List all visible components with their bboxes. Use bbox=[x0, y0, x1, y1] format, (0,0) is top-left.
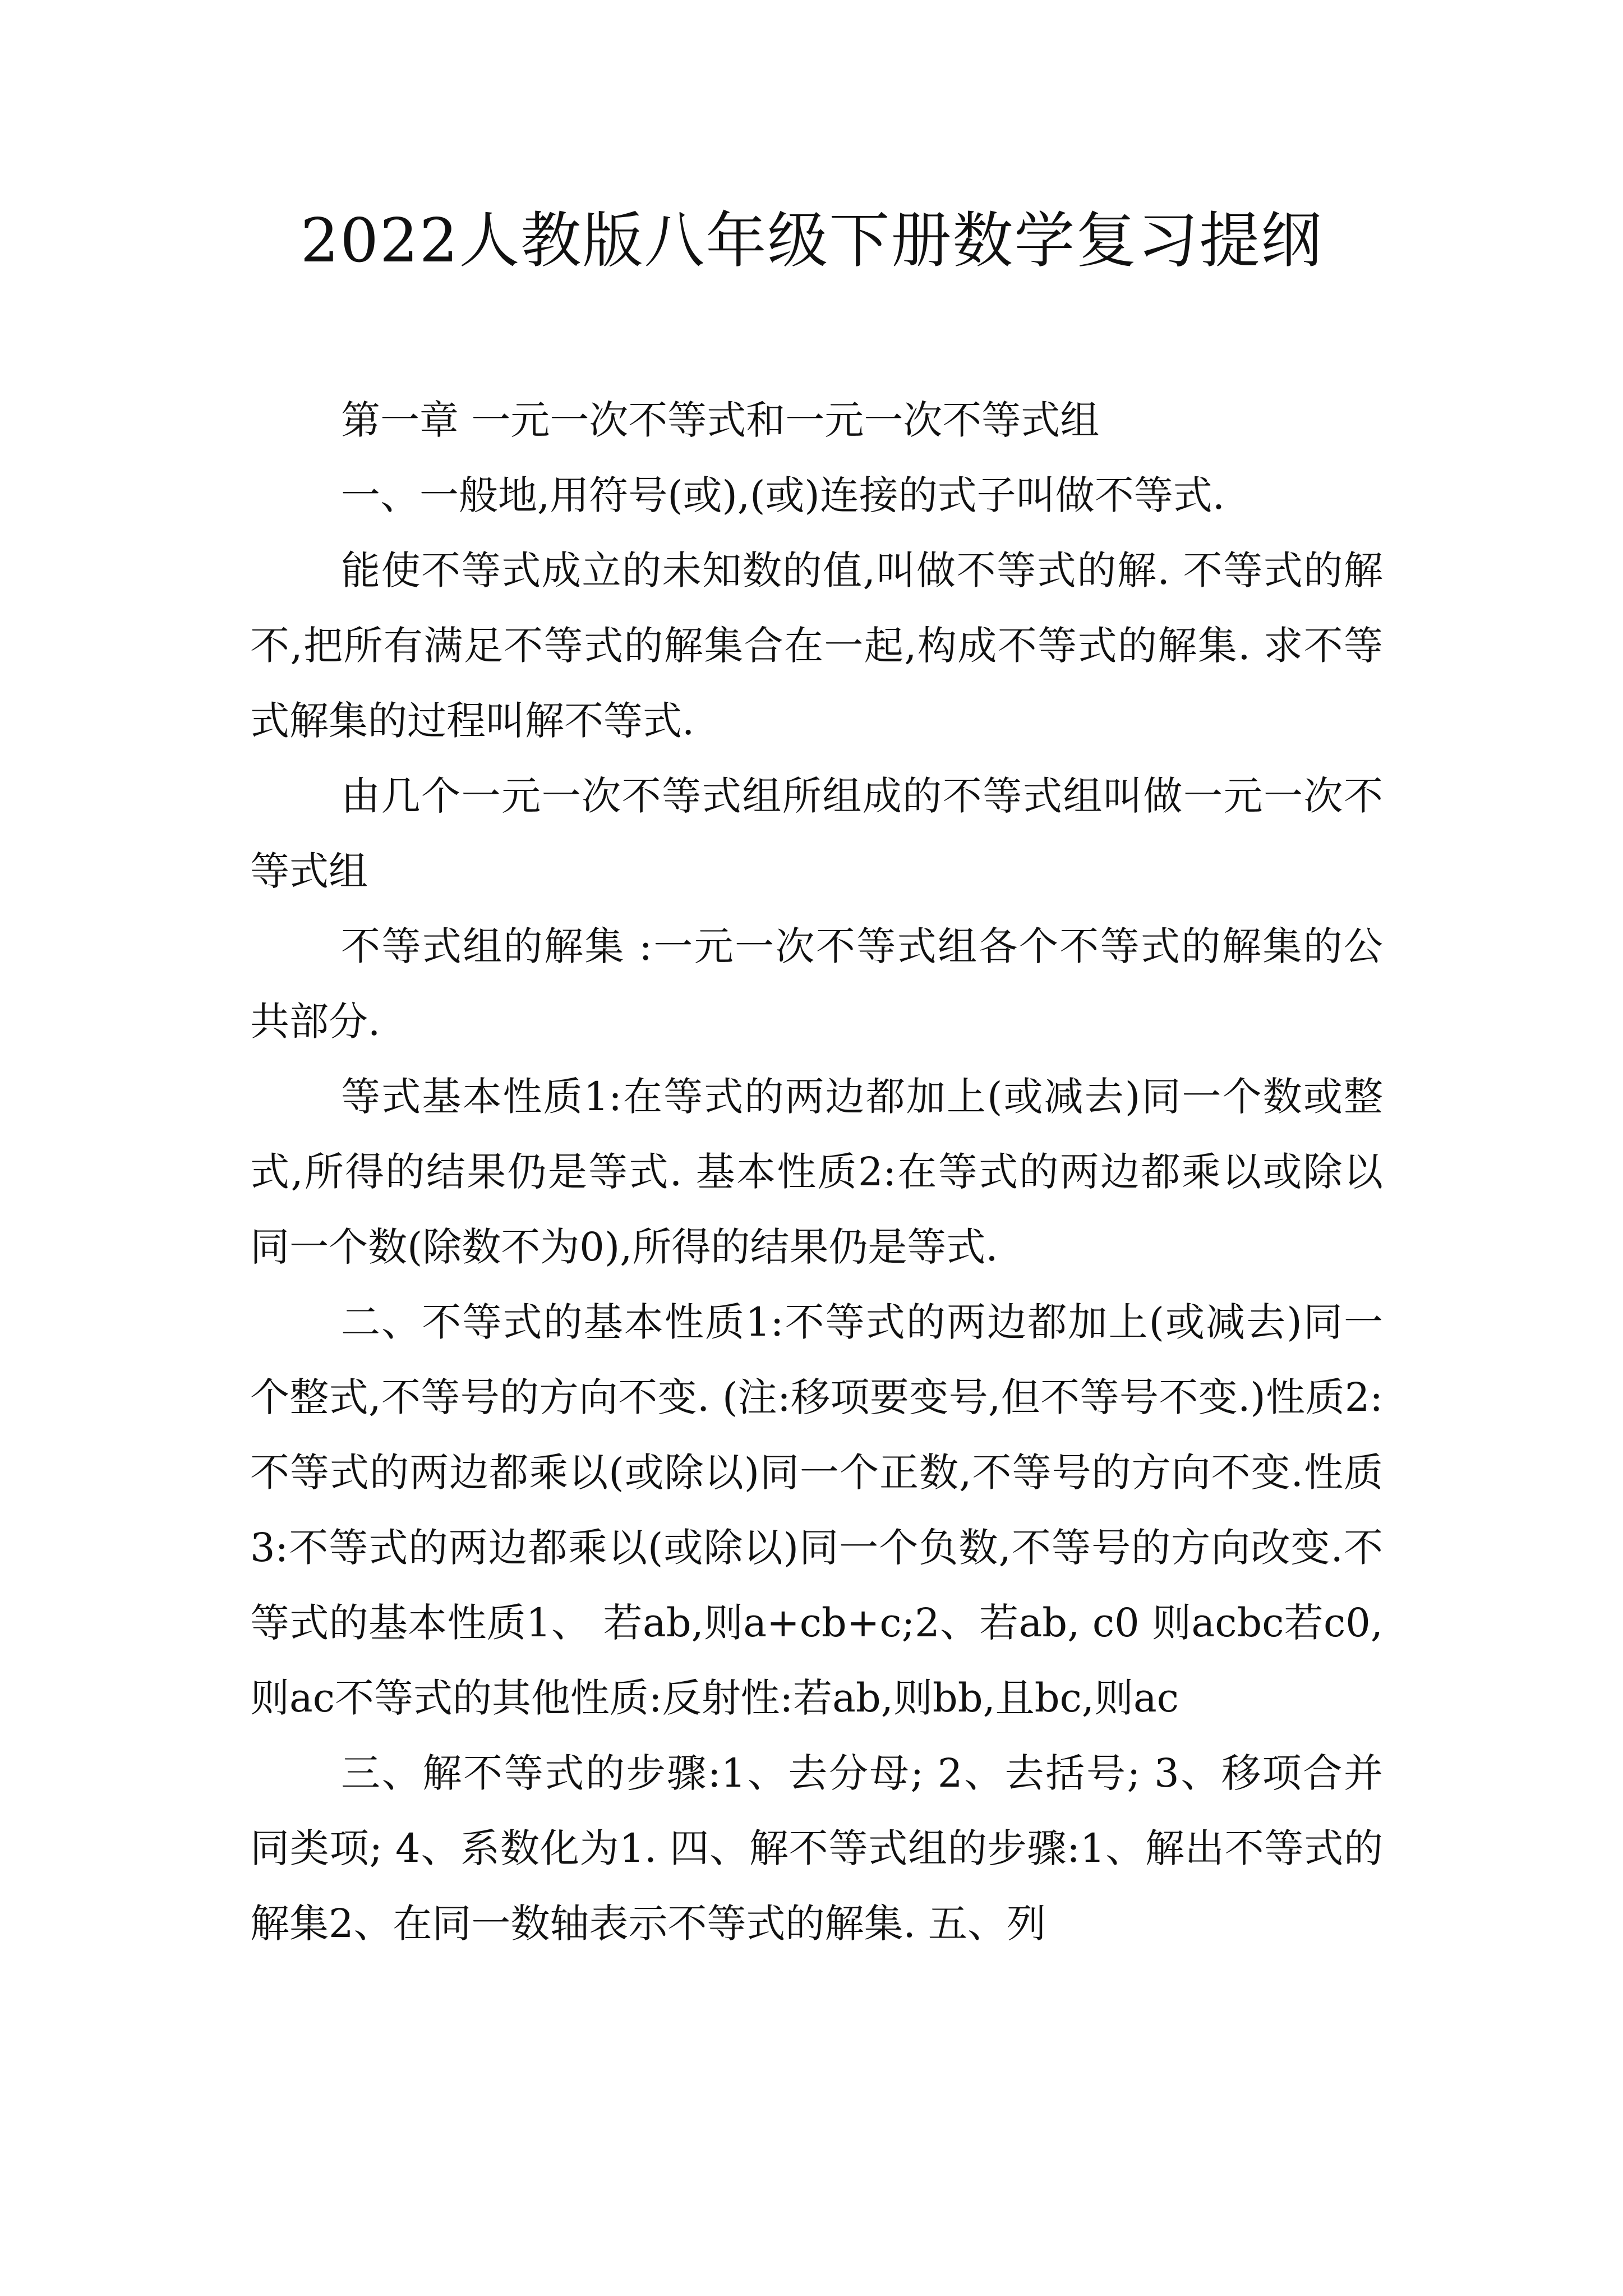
chapter-heading: 第一章 一元一次不等式和一元一次不等式组 bbox=[341, 397, 1100, 443]
paragraph-inequality-properties: 二、不等式的基本性质1:不等式的两边都加上(或减去)同一个整式,不等号的方向不变. (注:移项要变号,但不等号不变.)性质2:不等式的两边都乘以(或除以)同一个正数,不等号的方向不变.性质3:不等式的两边都乘以(或除以)同一个负数,不等号的方向改变.不等式的基本性质1、 若ab,则a+cb+c;2、若ab, c0 则acbc若c0, 则ac不等式的其他性质:反射性:若ab,则bb,且bc,则ac bbox=[250, 1299, 1383, 1721]
paragraph-solution-set: 能使不等式成立的未知数的值,叫做不等式的解. 不等式的解不,把所有满足不等式的解集合在一起,构成不等式的解集. 求不等式解集的过程叫解不等式. bbox=[250, 547, 1383, 744]
paragraph-inequality-definition: 一、一般地,用符号(或),(或)连接的式子叫做不等式. bbox=[341, 472, 1225, 518]
paragraph-equality-properties: 等式基本性质1:在等式的两边都加上(或减去)同一个数或整式,所得的结果仍是等式. 基本性质2:在等式的两边都乘以或除以同一个数(除数不为0),所得的结果仍是等式. bbox=[250, 1074, 1383, 1270]
paragraph-inequality-system: 由几个一元一次不等式组所组成的不等式组叫做一元一次不等式组 bbox=[250, 773, 1383, 894]
paragraph-solving-steps: 三、解不等式的步骤:1、去分母; 2、去括号; 3、移项合并同类项; 4、系数化为1. 四、解不等式组的步骤:1、解出不等式的解集2、在同一数轴表示不等式的解集. 五、列 bbox=[250, 1750, 1383, 1947]
document-body bbox=[250, 383, 1383, 1961]
paragraph-system-solution-set: 不等式组的解集 :一元一次不等式组各个不等式的解集的公共部分. bbox=[250, 923, 1383, 1045]
document-title: 2022人教版八年级下册数学复习提纲 bbox=[300, 206, 1323, 276]
